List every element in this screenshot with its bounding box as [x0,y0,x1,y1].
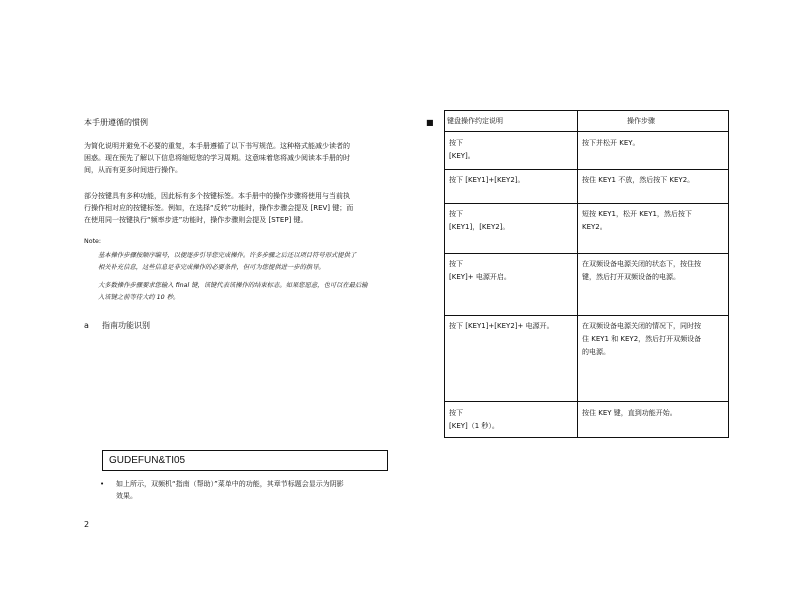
cell-line: 按下并松开 KEY。 [582,139,640,147]
note-label: Note: [84,238,102,245]
cell-line: 按住 KEY1 不放，然后按下 KEY2。 [582,176,695,184]
cell-line: KEY2。 [582,223,607,231]
row-divider [445,169,728,170]
cell-line: 按下 [449,260,463,268]
note-line: 入该键之前等待大约 10 秒。 [98,294,180,301]
table-row-6-desc [449,407,575,433]
table-row-1-steps [582,137,727,150]
bullet-line: 如上所示，双频机“指南（帮助）”菜单中的功能，其章节标题会显示为阴影 [116,480,344,488]
bullet-line: 效果。 [116,492,137,500]
paragraph-line: 为简化说明并避免不必要的重复，本手册遵循了以下书写规范。这种格式能减少读者的 [84,142,350,150]
column-divider [577,111,578,437]
cell-line: 按下 [449,409,463,417]
intro-paragraph [84,140,350,176]
cell-line: 的电源。 [582,348,610,356]
note-line: 大多数操作步骤要求您输入 final 键，该键代表该操作的结束标志。如果您愿意，也可以在最后输 [98,282,368,289]
row-divider [445,401,728,402]
row-divider [445,203,728,204]
table-row-3-desc [449,208,575,234]
paragraph-line: 困惑。现在预先了解以下信息将缩短您的学习周期。这意味着您将减少阅读本手册的时 [84,154,350,162]
cell-line: 按下 [449,139,463,147]
cell-line: [KEY1]，[KEY2]。 [449,223,510,231]
cell-line: 在双频设备电源关闭的状态下，按住按 [582,260,701,268]
table-title: 键盘操作约定 [447,117,489,125]
bullet: • [100,480,105,488]
cell-line: 键，然后打开双频设备的电源。 [582,273,680,281]
cell-line: 按下 [449,210,463,218]
paragraph-line: 在使用同一按键执行“频率步进”功能时，操作步骤则会提及 [STEP] 键。 [84,216,308,224]
cell-line: [KEY]。 [449,152,475,160]
note-block-1 [98,250,356,274]
bullet-text [116,478,344,502]
cell-line: [KEY]（1 秒）。 [449,422,499,430]
paragraph-line: 间，从而有更多时间进行操作。 [84,166,182,174]
table-row-2-steps [582,174,727,187]
note-line: 基本操作步骤按顺序编号，以便逐步引导您完成操作。许多步骤之后还以项目符号形式提供了 [98,252,357,259]
col2-header: 操作步骤 [627,117,655,125]
cell-line: 在双频设备电源关闭的情况下，同时按 [582,322,701,330]
row-divider [445,315,728,316]
note-line: 相关补充信息，这些信息是非完成操作的必要条件，但可为您提供进一步的指导。 [98,264,325,271]
row-divider [445,131,728,132]
row-divider [445,253,728,254]
page-number: 2 [84,520,90,529]
square-bullet: ■ [426,118,434,127]
note-block-2 [98,280,368,304]
table-row-2-desc [449,174,575,187]
table-row-4-desc [449,258,575,284]
table-row-4-steps [582,258,727,284]
table-row-5-desc [449,320,575,333]
table-row-6-steps [582,407,727,420]
cell-line: 短按 KEY1，松开 KEY1，然后按下 [582,210,692,218]
keys-paragraph [84,190,353,226]
table-row-3-steps [582,208,727,234]
section-heading: 本手册遵循的惯例 [84,118,148,127]
paragraph-line: 行操作相对应的按键标签。例如，在选择“反转”功能时，操作步骤会提及 [REV] 键；而 [84,204,354,212]
col1-header: 说明 [489,117,503,125]
section-title: 指南功能识别 [102,321,150,330]
display-text: GUDEFUN&TI05 [109,455,186,466]
cell-line: 按下 [KEY1]+[KEY2]。 [449,176,525,184]
section-marker: a [84,321,89,330]
paragraph-line: 部分按键具有多种功能，因此标有多个按键标签。本手册中的操作步骤将使用与当前执 [84,192,350,200]
cell-line: [KEY]+ 电源开启。 [449,273,511,281]
cell-line: 按住 KEY 键，直到功能开始。 [582,409,677,417]
table-row-1-desc [449,137,575,163]
table-row-5-steps [582,320,727,359]
cell-line: 按下 [KEY1]+[KEY2]+ 电源开。 [449,322,554,330]
display-screen [102,450,388,471]
key-convention-table [444,110,729,438]
cell-line: 住 KEY1 和 KEY2，然后打开双频设备 [582,335,702,343]
